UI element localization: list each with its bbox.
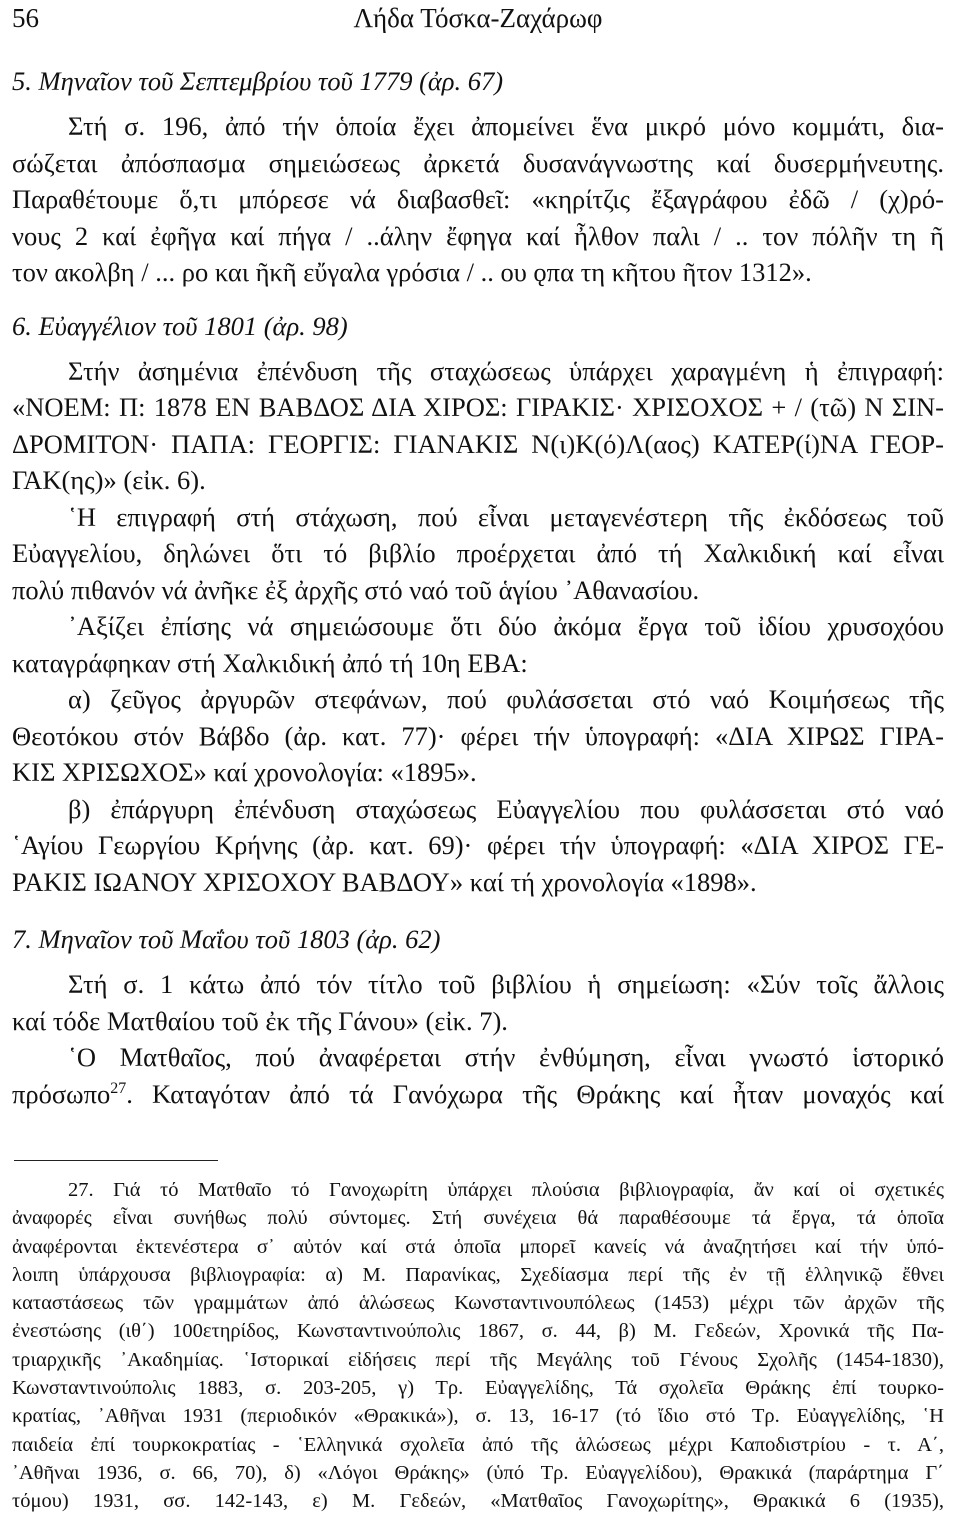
text-line: ᾿Αξίζει ἐπίσης νά σημειώσουμε ὅτι δύο ἀκόμα ἔργα τοῦ ἰδίου χρυσοχόου [68, 611, 944, 641]
footnote-line: καταστάσεως τῶν γραμμάτων ἀπό ἁλώσεως Κωνσταντινουπόλεως (1453) μέχρι τῶν ἀρχῶν τῆς [12, 1292, 944, 1315]
footnote-line: τόμου) 1931, σσ. 142-143, ε) Μ. Γεδεών, «Ματθαῖος Γανοχωρίτης», Θρακικά 6 (1935), [12, 1490, 944, 1513]
paragraph [12, 499, 944, 609]
text-line: ῾Η επιγραφή στή στάχωση, πού εἶναι μεταγενέστερη τῆς ἐκδόσεως τοῦ [68, 501, 944, 532]
text-line: Παραθέτουμε ὅ,τι μπόρεσε νά διαβασθεῖ: «κηρίτζις ἔξαγράφου ἐδῶ / (χ)ρό- [12, 184, 944, 214]
text-line: σώζεται ἀπόσπασμα σημειώσεως ἀρκετά δυσανάγνωστης καί δυσερμήνευτης. [12, 147, 944, 178]
text-line: Στή σ. 1 κάτω ἀπό τόν τίτλο τοῦ βιβλίου ἡ σημείωση: «Σύν τοῖς ἄλλοις [68, 969, 944, 999]
footnote-line: κρατίας, ᾿Αθῆναι 1931 (περιοδικόν «Θρακικά»), σ. 13, 16-17 (τό ἴδιο στό Τρ. Εὐαγγελίδης, ῾Η [12, 1405, 944, 1428]
text-line: Στή σ. 196, ἀπό τήν ὁποία ἔχει ἀπομείνει ἕνα μικρό μόνο κομμάτι, δια- [68, 111, 944, 141]
footnote-line: λοιπη ὑπάρχουσα βιβλιογραφία: α) Μ. Παρανίκας, Σχεδίασμα περί τῆς ἐν τῇ ἑλληνικῷ ἔθνει [12, 1263, 944, 1286]
section-heading-5: 5. Μηναῖον τοῦ Σεπτεμβρίου τοῦ 1779 (ἀρ. 67) [12, 66, 504, 96]
section-heading-6: 6. Εὐαγγέλιον τοῦ 1801 (ἀρ. 98) [12, 310, 348, 341]
footnote-line: 27. Γιά τό Ματθαῖο τό Γανοχωρίτη ὑπάρχει πλούσια βιβλιογραφία, ἄν καί οἱ σχετικές [68, 1179, 944, 1201]
text-line: Θεοτόκου στόν Βάβδο (ἀρ. κατ. 77)· φέρει τήν ὑπογραφή: «ΔΙΑ ΧΙΡΩΣ ΓΙΡΑ- [12, 720, 944, 751]
footnote-ref: 27 [110, 1079, 127, 1097]
text-line: β) ἐπάργυρη ἐπένδυση σταχώσεως Εὐαγγελίου που φυλάσσεται στό ναό [68, 793, 944, 824]
page-header [12, 0, 944, 36]
main-text [12, 64, 944, 1112]
paragraph [12, 353, 944, 499]
text-line: καταγράφηκαν στή Χαλκιδική ἀπό τή 10η ΕΒΑ: [12, 647, 528, 678]
list-item-b [12, 791, 944, 901]
text-line: νους 2 καί ἐφῆγα καί πήγα / ..άλην ἔφηγα καί ἦλθον παλι / .. τον πόλῆν τη ῆ [12, 220, 944, 251]
text-line: α) ζεῦγος ἀργυρῶν στεφάνων, πού φυλάσσεται στό ναό Κοιμήσεως τῆς [68, 684, 944, 714]
text-line: Στήν ἀσημένια ἐπένδυση τῆς σταχώσεως ὑπάρχει χαραγμένη ἡ ἐπιγραφή: [68, 355, 944, 386]
text-line: ῾Ο Ματθαῖος, πού ἀναφέρεται στήν ἐνθύμηση, εἶναι γνωστό ἱστορικό [68, 1042, 944, 1072]
text-line: ΔΡΟΜΙΤΟΝ· ΠΑΠΑ: ΓΕΟΡΓΙΣ: ΓΙΑΝΑΚΙΣ Ν(ι)Κ(ό)Λ(αος) ΚΑΤΕΡ(ί)ΝΑ ΓΕΟΡ- [12, 428, 944, 459]
text-line: Εὐαγγελίου, δηλώνει ὅτι τό βιβλίο προέρχεται ἀπό τή Χαλκιδική καί εἶναι [12, 538, 944, 568]
text-line: ΚΙΣ ΧΡΙΣΩΧΟΣ» καί χρονολογία: «1895». [12, 757, 477, 787]
footnote-line: ἀναφορές εἶναι συνήθως πολύ σύντομες. Στή συνέχεια θά παραθέσουμε τά ἔργα, τά ὁποῖα [12, 1207, 944, 1230]
footnote-line: ᾿Αθῆναι 1936, σ. 66, 70), δ) «Λόγοι Θράκης» (ὑπό Τρ. Εὐαγγελίδου), Θρακικά (παράρτημα Γ΄ [12, 1461, 944, 1484]
footnote-line: παιδεία ἐπί τουρκοκρατίας - ῾Ελληνικά σχολεῖα ἀπό τῆς ἁλώσεως μέχρι Καποδιστρίου - τ. Α΄, [12, 1433, 944, 1456]
text-line [12, 1076, 944, 1113]
footnote-27 [12, 1176, 944, 1516]
footnote-separator [14, 1160, 218, 1161]
paragraph [12, 608, 944, 681]
text-fragment: πρόσωπο [12, 1078, 111, 1109]
footnote-line: ἀναφέρονται ἐκτενέστερα σ᾽ αὐτόν καί στά ὁποῖα μπορεῖ κανείς νά ἀναζητήσει καί τήν ὑπό- [12, 1235, 944, 1258]
paragraph [12, 966, 944, 1039]
footnote-line: ἐνεστώσης (ιθ΄) 100ετηρίδος, Κωνσταντινούπολις 1867, σ. 44, β) Μ. Γεδεών, Χρονικά τῆς Πα- [12, 1320, 944, 1343]
page-number: 56 [12, 3, 39, 33]
text-line: ΓΑΚ(ης)» (εἰκ. 6). [12, 465, 206, 495]
text-line: τον ακολβη / ... ρο και ῆκῆ εὔγαλα γρόσια / .. ου ǫπα τη κῆτου ῆτον 1312». [12, 257, 812, 287]
text-line: καί τόδε Ματθαίου τοῦ ἐκ τῆς Γάνου» (εἰκ. 7). [12, 1005, 508, 1036]
text-line: «ΝΟΕΜ: Π: 1878 ΕΝ ΒΑΒΔΟΣ ΔΙΑ ΧΙΡΟΣ: ΓΙΡΑΚΙΣ· ΧΡΙΣΟΧΟΣ + / (τῶ) Ν ΣΙΝ- [12, 392, 944, 422]
footnote-line: Κωνσταντινούπολις 1883, σ. 203-205, γ) Τρ. Εὐαγγελίδης, Τά σχολεῖα Θράκης ἐπί τουρκο- [12, 1377, 944, 1400]
paragraph [12, 1039, 944, 1112]
paragraph [12, 108, 944, 291]
text-line: ΡΑΚΙΣ ΙΩΑΝΟΥ ΧΡΙΣΟΧΟΥ ΒΑΒΔΟΥ» καί τή χρονολογία «1898». [12, 866, 757, 897]
text-line: ῾Αγίου Γεωργίου Κρήνης (ἀρ. κατ. 69)· φέρει τήν ὑπογραφή: «ΔΙΑ ΧΙΡΟΣ ΓΕ- [12, 830, 944, 860]
footnote-line: τριαρχικῆς ᾿Ακαδημίας. ῾Ιστορικαί εἰδήσεις περί τῆς Μεγάλης τοῦ Γένους Σχολῆς (1454-1830), [12, 1348, 944, 1371]
text-fragment: . Καταγόταν ἀπό τά Γανόχωρα τῆς Θράκης καί ἦταν μοναχός καί [126, 1078, 944, 1109]
running-title: Λήδα Τόσκα-Ζαχάρωφ [353, 3, 603, 33]
list-item-a [12, 681, 944, 791]
text-line: πολύ πιθανόν νά ἀνῆκε ἐξ ἀρχῆς στό ναό τοῦ ἁγίου ᾿Αθανασίου. [12, 574, 700, 605]
section-heading-7: 7. Μηναῖον τοῦ Μαΐου τοῦ 1803 (ἀρ. 62) [12, 924, 441, 954]
